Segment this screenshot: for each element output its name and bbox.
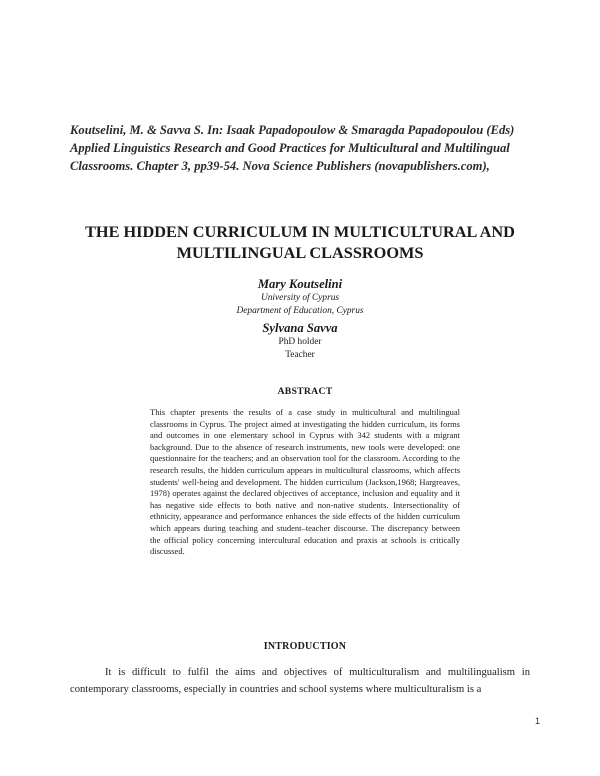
author-2 [100,320,500,362]
author-affiliation: Department of Education, Cyprus [236,306,364,316]
introduction-text: It is difficult to fulfil the aims and objectives of multiculturalism and multilingualism in contemporary classrooms, especially in countries and school systems where multiculturalism is a [70,667,530,695]
author-affiliation: PhD holder [278,337,322,347]
author-name: Sylvana Savva [262,321,338,335]
paper-title: THE HIDDEN CURRICULUM IN MULTICULTURAL AND MULTILINGUAL CLASSROOMS [85,222,515,262]
author-affiliation: Teacher [285,350,315,360]
author-1 [100,276,500,318]
citation: Koutselini, M. & Savva S. In: Isaak Papadopoulow & Smaragda Papadopoulou (Eds) Applied Linguistics Research and Good Practices for Multicultural and Multilingual Classrooms. Chapter 3, pp39-54. Nova Science Publishers (novapublishers.com), [70,123,515,173]
author-affiliation: University of Cyprus [260,293,340,303]
abstract-heading: ABSTRACT [277,386,333,397]
page-number: 1 [534,716,540,726]
author-block [100,276,500,362]
author-name: Mary Koutselini [257,277,343,291]
abstract-text: This chapter presents the results of a case study in multicultural and multilingual classrooms in Cyprus. The project aimed at investigating the hidden curriculum, its forms and outcomes in one elementary school in Cyprus with 342 students with a migrant background. Due to the absence of research instruments, new tools were developed: one questionnaire for the teachers; and an observation tool for the classroom. According to the research results, the hidden curriculum appears in multicultural classrooms, which affects students' well-being and development. The hidden curriculum (Jackson,1968; Hargreaves, 1978) operates against the declared objectives of acceptance, inclusion and equality and it has negative side effects to both native and non-native students. Intersectionality of ethnicity, appearance and performance enhances the side effects of the hidden curriculum which appears during teaching and student–teacher discourse. The discrepancy between the official policy concerning intercultural education and praxis at schools is critically discussed. [150,407,460,557]
introduction-heading: INTRODUCTION [263,641,347,652]
